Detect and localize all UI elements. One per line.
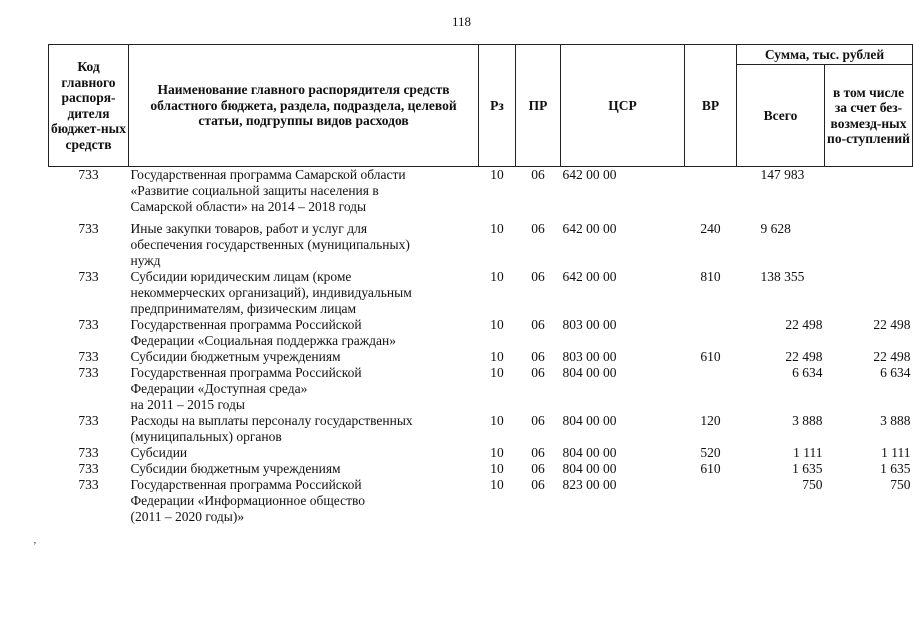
cell-name-line: Самарской области» на 2014 – 2018 годы: [130, 199, 367, 214]
cell-csr: 803 00 00: [562, 348, 617, 364]
cell-name-line: нужд: [130, 252, 161, 268]
cell-name-line: Федерации «Социальная поддержка граждан»: [130, 332, 396, 348]
table-body: [49, 167, 913, 525]
cell-name-line: некоммерческих организаций), индивидуальным: [130, 284, 412, 300]
cell-code: 733: [78, 268, 99, 284]
header-code: Код главного распоря-дителя бюджет-ных средств: [49, 45, 129, 167]
cell-free: 1 111: [881, 444, 911, 460]
cell-rz: 10: [490, 316, 504, 332]
cell-vr: [685, 317, 737, 349]
cell-name-line: Субсидии: [130, 444, 188, 460]
cell-pr: 06: [531, 476, 545, 492]
cell-csr: 642 00 00: [562, 167, 617, 182]
cell-name-line: Государственная программа Российской: [130, 364, 362, 380]
cell-name-line: Государственная программа Самарской области: [130, 167, 406, 182]
cell-name: [129, 221, 479, 269]
cell-name: [129, 477, 479, 525]
cell-rz: 10: [490, 167, 504, 182]
cell-name: [129, 413, 479, 445]
header-pr: ПР: [516, 45, 561, 167]
cell-rz: 10: [490, 268, 504, 284]
cell-code: 733: [78, 316, 99, 332]
cell-name-line: Субсидии юридическим лицам (кроме: [130, 268, 352, 284]
cell-rz: 10: [490, 460, 504, 476]
cell-pr: 06: [531, 348, 545, 364]
cell-free: 22 498: [873, 316, 911, 332]
cell-name-line: Расходы на выплаты персоналу государственных: [130, 412, 413, 428]
cell-total: 22 498: [785, 316, 823, 332]
cell-vr: 810: [700, 268, 721, 284]
cell-csr: 804 00 00: [562, 412, 617, 428]
cell-name-line: Субсидии бюджетным учреждениям: [130, 348, 341, 364]
cell-name-line: на 2011 – 2015 годы: [130, 396, 245, 412]
stray-mark: ’: [33, 540, 37, 552]
header-rz: Рз: [479, 45, 516, 167]
cell-csr: 804 00 00: [562, 444, 617, 460]
cell-name-line: обеспечения государственных (муниципальных): [130, 236, 410, 252]
cell-name: [129, 349, 479, 365]
table-row: [49, 365, 913, 413]
cell-name: [129, 365, 479, 413]
table-row: [49, 317, 913, 349]
cell-csr: 803 00 00: [562, 316, 617, 332]
cell-code: 733: [78, 167, 99, 182]
cell-free: [825, 221, 913, 269]
cell-name: [129, 317, 479, 349]
cell-pr: 06: [531, 460, 545, 476]
cell-total: 1 111: [793, 444, 823, 460]
cell-rz: 10: [490, 364, 504, 380]
cell-free: 22 498: [873, 348, 911, 364]
cell-name-line: Федерации «Доступная среда»: [130, 380, 308, 396]
table-row: [49, 445, 913, 461]
header-total: Всего: [737, 65, 825, 167]
cell-code: 733: [78, 476, 99, 492]
cell-name-line: предпринимателям, физическим лицам: [130, 300, 357, 316]
cell-vr: [685, 477, 737, 525]
table-header: [49, 45, 913, 167]
cell-name-line: (муниципальных) органов: [130, 428, 282, 444]
cell-csr: 823 00 00: [562, 476, 617, 492]
cell-free: [825, 167, 913, 221]
cell-vr: [685, 365, 737, 413]
table-row: [49, 221, 913, 269]
cell-total: 138 355: [760, 268, 805, 284]
header-free: в том числе за счет без-возмезд-ных по-ступлений: [825, 65, 913, 167]
cell-csr: 804 00 00: [562, 364, 617, 380]
cell-pr: 06: [531, 412, 545, 428]
cell-name-line: Субсидии бюджетным учреждениям: [130, 460, 341, 476]
cell-free: 6 634: [880, 364, 911, 380]
cell-free: [825, 269, 913, 317]
cell-pr: 06: [531, 316, 545, 332]
cell-total: 1 635: [792, 460, 823, 476]
cell-vr: 240: [700, 220, 721, 236]
cell-total: 750: [802, 476, 823, 492]
cell-name: [129, 269, 479, 317]
cell-name-line: Иные закупки товаров, работ и услуг для: [130, 220, 368, 236]
table-row: [49, 269, 913, 317]
cell-total: 147 983: [760, 167, 805, 182]
cell-free: 750: [890, 476, 911, 492]
table-row: [49, 413, 913, 445]
cell-code: 733: [78, 444, 99, 460]
header-sum: Сумма, тыс. рублей: [737, 45, 913, 65]
cell-name-line: Федерации «Информационное общество: [130, 492, 366, 508]
cell-pr: 06: [531, 268, 545, 284]
cell-rz: 10: [490, 444, 504, 460]
header-name: Наименование главного распорядителя средств областного бюджета, раздела, подраздела, целевой статьи, подгруппы видов расходов: [129, 45, 479, 167]
cell-code: 733: [78, 220, 99, 236]
cell-csr: 642 00 00: [562, 268, 617, 284]
table-row: [49, 167, 913, 221]
cell-vr: 120: [700, 412, 721, 428]
cell-pr: 06: [531, 444, 545, 460]
cell-total: 22 498: [785, 348, 823, 364]
cell-name-line: Государственная программа Российской: [130, 316, 362, 332]
cell-name-line: Государственная программа Российской: [130, 476, 362, 492]
cell-pr: 06: [531, 220, 545, 236]
cell-name: [129, 445, 479, 461]
table-row: [49, 349, 913, 365]
cell-csr: 804 00 00: [562, 460, 617, 476]
table-row: [49, 477, 913, 525]
cell-total: 6 634: [792, 364, 823, 380]
cell-rz: 10: [490, 348, 504, 364]
cell-name: [129, 461, 479, 477]
cell-pr: 06: [531, 364, 545, 380]
cell-rz: 10: [490, 412, 504, 428]
cell-code: 733: [78, 364, 99, 380]
budget-table: [48, 44, 913, 525]
cell-free: 1 635: [880, 460, 911, 476]
cell-rz: 10: [490, 476, 504, 492]
cell-name-line: «Развитие социальной защиты населения в: [130, 183, 379, 198]
cell-total: 9 628: [760, 220, 791, 236]
cell-name: [129, 167, 479, 221]
table-row: [49, 461, 913, 477]
cell-csr: 642 00 00: [562, 220, 617, 236]
page-number: 118: [452, 14, 472, 29]
cell-pr: 06: [531, 167, 545, 182]
cell-vr: 610: [700, 348, 721, 364]
cell-vr: 610: [700, 460, 721, 476]
cell-total: 3 888: [792, 412, 823, 428]
header-csr: ЦСР: [561, 45, 685, 167]
cell-code: 733: [78, 460, 99, 476]
cell-free: 3 888: [880, 412, 911, 428]
cell-name-line: (2011 – 2020 годы)»: [130, 508, 245, 524]
cell-rz: 10: [490, 220, 504, 236]
cell-code: 733: [78, 348, 99, 364]
header-vr: ВР: [685, 45, 737, 167]
cell-code: 733: [78, 412, 99, 428]
cell-vr: [685, 167, 737, 221]
cell-vr: 520: [700, 444, 721, 460]
